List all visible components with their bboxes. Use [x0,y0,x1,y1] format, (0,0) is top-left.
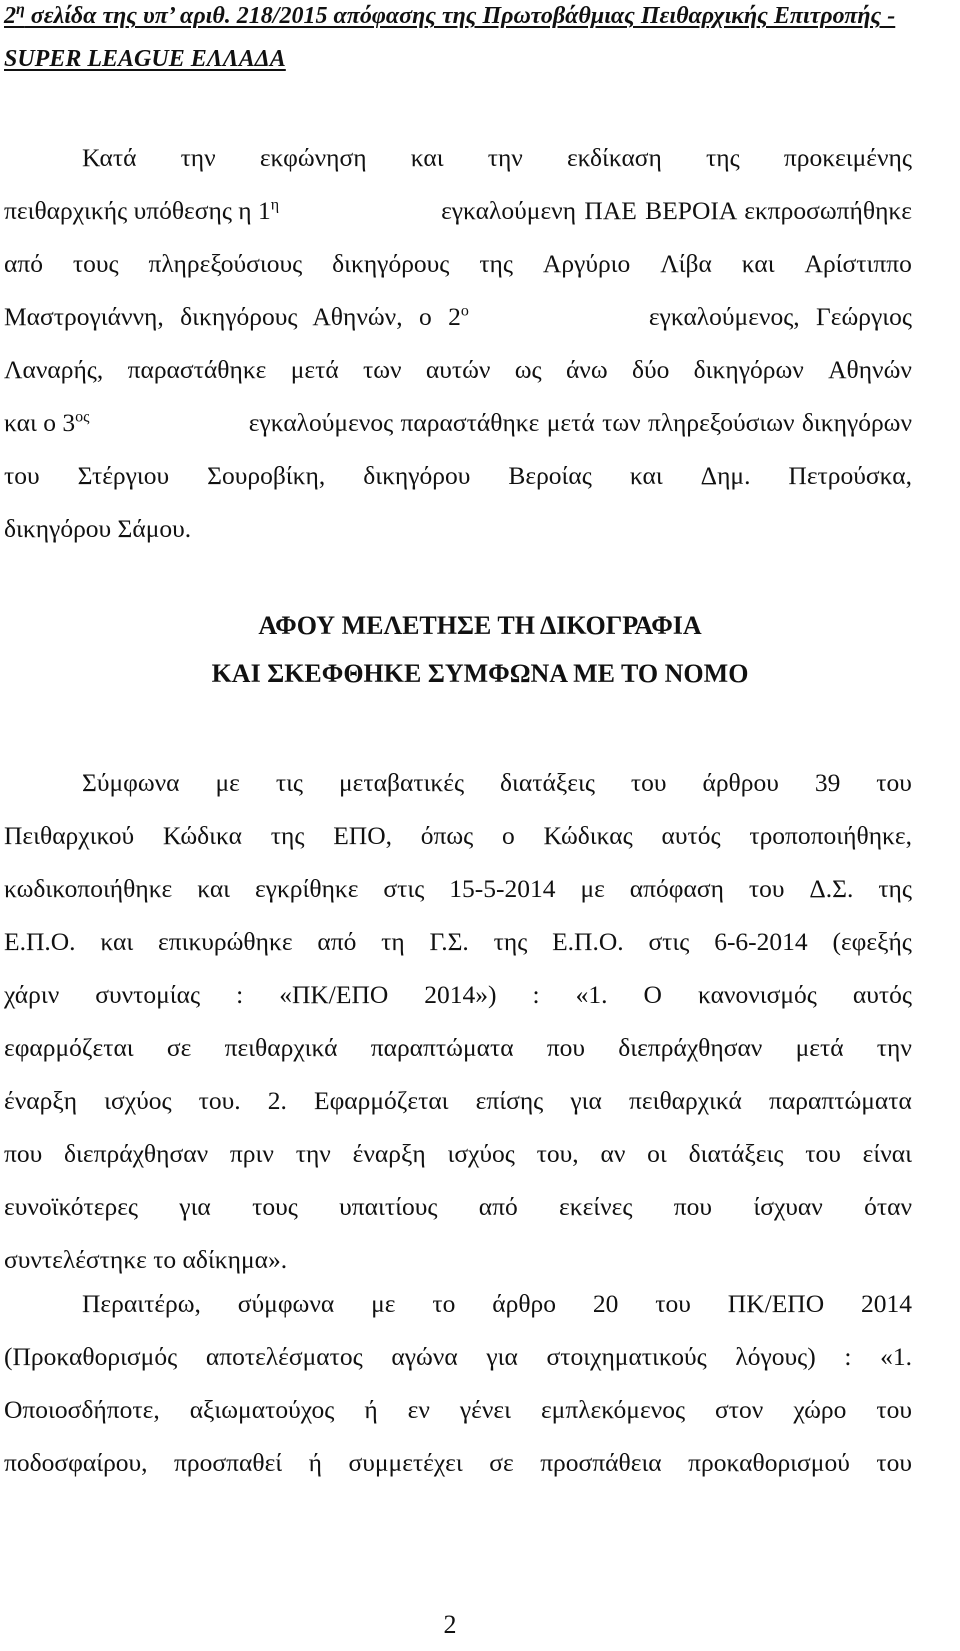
word: όταν [864,1192,912,1221]
word: που [4,1139,43,1168]
word: στις [383,874,425,903]
word: ως [514,355,542,384]
header-line-2: SUPER LEAGUE ΕΛΛΑΔΑ [4,46,286,72]
word: όπως [420,821,474,850]
word: το [432,1289,456,1318]
word: ισχύος [104,1086,172,1115]
word: από [478,1192,518,1221]
word: Κατά [82,143,137,172]
text-segment: και ο 3 [4,408,76,437]
word: εν [407,1395,430,1424]
header-page-ordinal: 2 [4,3,16,29]
word: επίσης [475,1086,544,1115]
text-line: συντελέστηκε το αδίκημα». [4,1245,288,1274]
text-segment: εγκαλούμενη ΠΑΕ ΒΕΡΟΙΑ εκπροσωπήθηκε [441,196,912,225]
ordinal-suffix: η [270,196,280,214]
text-line [4,1074,912,1127]
word: την [295,1139,331,1168]
word: 2014 [860,1289,912,1318]
word: 6-6-2014 [714,927,808,956]
word: του [876,1395,912,1424]
word: αγώνα [391,1342,458,1371]
word: για [179,1192,211,1221]
word: Αργύριο [542,249,631,278]
word: ίσχυαν [753,1192,823,1221]
word: 20 [592,1289,619,1318]
word: του, [536,1139,579,1168]
word: μετά [290,355,339,384]
word: υπαιτίους [339,1192,438,1221]
word: (εφεξής [832,927,912,956]
word: της [479,249,513,278]
word: ο [502,821,515,850]
word: «1. [880,1342,912,1371]
text-segment: Μαστρογιάννη, δικηγόρους Αθηνών, ο 2 [4,302,461,331]
page-header [4,0,944,75]
word: Βεροίας [508,461,592,490]
word: έναρξη [352,1139,426,1168]
text-line [4,915,912,968]
text-line [4,449,912,502]
word: «ΠΚ/ΕΠΟ [279,980,389,1009]
word: για [486,1342,518,1371]
ordinal-suffix: ος [75,408,90,426]
word: Εφαρμόζεται [314,1086,449,1115]
paragraph-transitional-provisions [4,756,912,1286]
word: Πειθαρχικού [4,821,135,850]
word: εγκρίθηκε [254,874,359,903]
word: 2014») [424,980,497,1009]
word: : [844,1342,852,1371]
word: τους [252,1192,298,1221]
word: ή [364,1395,378,1424]
word: Σουροβίκη, [207,461,326,490]
word: την [487,143,523,172]
word: εκδίκαση [566,143,662,172]
word: κωδικοποιήθηκε [4,874,173,903]
word: είναι [862,1139,912,1168]
word: Οποιοσδήποτε, [4,1395,160,1424]
word: και [410,143,444,172]
word: από [4,249,43,278]
word: δύο [631,355,670,384]
word: «1. [575,980,608,1009]
word: γένει [459,1395,511,1424]
word: : [236,980,244,1009]
text-line [4,968,912,1021]
text-line [4,237,912,290]
word: στις [648,927,690,956]
ordinal-suffix: ο [460,302,469,320]
word: έναρξη [4,1086,78,1115]
text-line [4,1277,912,1330]
text-line [4,184,912,237]
word: Λίβα [660,249,712,278]
word: με [215,768,240,797]
text-line [4,290,912,343]
word: εμπλεκόμενος [540,1395,686,1424]
word: εκείνες [559,1192,633,1221]
word: Δημ. [700,461,751,490]
word: παραπτώματα [769,1086,912,1115]
word: αυτός [661,821,721,850]
text-line: δικηγόρου Σάμου. [4,514,192,543]
word: τους [72,249,119,278]
text-line [4,1180,912,1233]
word: Αρίστιππο [804,249,912,278]
word: 15-5-2014 [449,874,556,903]
word: πειθαρχικά [224,1033,338,1062]
word: των [363,355,402,384]
header-ordinal-suffix: η [16,1,25,18]
heading-line-2: ΚΑΙ ΣΚΕΦΘΗΚΕ ΣΥΜΦΩΝΑ ΜΕ ΤΟ ΝΟΜΟ [211,659,749,688]
word: πριν [229,1139,274,1168]
word: εφαρμόζεται [4,1033,134,1062]
word: μεταβατικές [339,768,465,797]
word: πειθαρχικά [629,1086,742,1115]
text-line [4,1127,912,1180]
paragraph-proceedings [4,131,912,555]
word: διατάξεις [688,1139,784,1168]
word: της [493,927,528,956]
word: Πετρούσκα, [788,461,912,490]
text-line [4,756,912,809]
word: χάριν [4,980,60,1009]
word: Στέργιου [77,461,170,490]
word: του [655,1289,691,1318]
word: του [630,768,667,797]
word: Ο [643,980,662,1009]
word: στον [715,1395,764,1424]
word: μετά [795,1033,844,1062]
word: οι [647,1139,667,1168]
word: ΠΚ/ΕΠΟ [727,1289,825,1318]
word: με [371,1289,396,1318]
word: προκειμένης [783,143,912,172]
word: (Προκαθορισμός [4,1342,178,1371]
word: άρθρου [702,768,779,797]
header-line-1 [4,0,944,32]
word: και [100,927,134,956]
paragraph-article-20 [4,1277,912,1489]
word: της [878,874,912,903]
word: παραπτώματα [370,1033,514,1062]
word: για [570,1086,602,1115]
word: στοιχηματικούς [546,1342,707,1371]
page-number: 2 [443,1610,457,1639]
word: πληρεξούσιους [148,249,303,278]
text-line [4,1021,912,1074]
word: διεπράχθησαν [618,1033,763,1062]
word: και [197,874,231,903]
word: σε [166,1033,192,1062]
word: αποτελέσματος [205,1342,363,1371]
word: συμμετέχει [348,1448,463,1477]
word: συντομίας [95,980,201,1009]
word: λόγους) [735,1342,816,1371]
word: απόφαση [629,874,724,903]
word: του [876,768,912,797]
word: διεπράχθησαν [64,1139,209,1168]
text-line [4,131,912,184]
word: δικηγόρους [332,249,450,278]
word: τις [275,768,304,797]
word: : [532,980,540,1009]
word: που [546,1033,586,1062]
word: άρθρο [492,1289,557,1318]
word: αυτών [425,355,491,384]
word: αξιωματούχος [189,1395,335,1424]
word: Αθηνών [828,355,912,384]
word: σύμφωνα [237,1289,335,1318]
heading-line-1: ΑΦΟΥ ΜΕΛΕΤΗΣΕ ΤΗ ΔΙΚΟΓΡΑΦΙΑ [258,611,702,640]
word: τη [381,927,405,956]
word: δικηγόρου [363,461,471,490]
word: αν [600,1139,626,1168]
word: Κώδικα [162,821,243,850]
word: παραστάθηκε [127,355,267,384]
word: ΕΠΟ, [333,821,392,850]
word: Κώδικας [543,821,633,850]
word: με [580,874,605,903]
section-heading [0,602,960,698]
word: τροποποιήθηκε, [749,821,912,850]
word: Λαναρής, [4,355,104,384]
word: 39 [814,768,841,797]
text-line [4,1383,912,1436]
text-segment: εγκαλούμενος, Γεώργιος [648,302,912,331]
word: της [706,143,740,172]
word: σε [489,1448,514,1477]
word: που [673,1192,713,1221]
word: Περαιτέρω, [82,1289,201,1318]
word: διατάξεις [500,768,595,797]
word: άνω [565,355,608,384]
word: και [741,249,775,278]
word: Γ.Σ. [429,927,469,956]
word: προσπάθεια [540,1448,662,1477]
word: ή [308,1448,322,1477]
word: ποδοσφαίρου, [4,1448,148,1477]
word: αυτός [852,980,912,1009]
word: Ε.Π.Ο. [552,927,624,956]
word: επικυρώθηκε [158,927,293,956]
word: της [270,821,305,850]
word: ισχύος [447,1139,515,1168]
word: Σύμφωνα [82,768,180,797]
text-line [4,343,912,396]
word: του [876,1448,912,1477]
word: του [805,1139,841,1168]
word: 2. [267,1086,287,1115]
word: την [876,1033,912,1062]
text-line [4,809,912,862]
word: προκαθορισμού [688,1448,850,1477]
word: ευνοϊκότερες [4,1192,138,1221]
text-segment: πειθαρχικής υπόθεσης η 1 [4,196,271,225]
word: χώρο [793,1395,847,1424]
text-segment: εγκαλούμενος παραστάθηκε μετά των πληρεξούσιων δικηγόρων [248,408,912,437]
word: από [317,927,357,956]
header-decision-reference: σελίδα της υπ’ αριθ. 218/2015 απόφασης της Πρωτοβάθμιας Πειθαρχικής Επιτροπής - [24,3,896,29]
text-line [4,1330,912,1383]
text-line [4,862,912,915]
word: του [748,874,785,903]
text-line [4,396,912,449]
word: την [180,143,216,172]
word: δικηγόρων [693,355,804,384]
word: κανονισμός [697,980,817,1009]
word: του [4,461,40,490]
word: Δ.Σ. [809,874,854,903]
word: εκφώνηση [259,143,367,172]
word: και [629,461,663,490]
word: προσπαθεί [174,1448,283,1477]
word: του. [198,1086,241,1115]
word: Ε.Π.Ο. [4,927,76,956]
text-line [4,1436,912,1489]
